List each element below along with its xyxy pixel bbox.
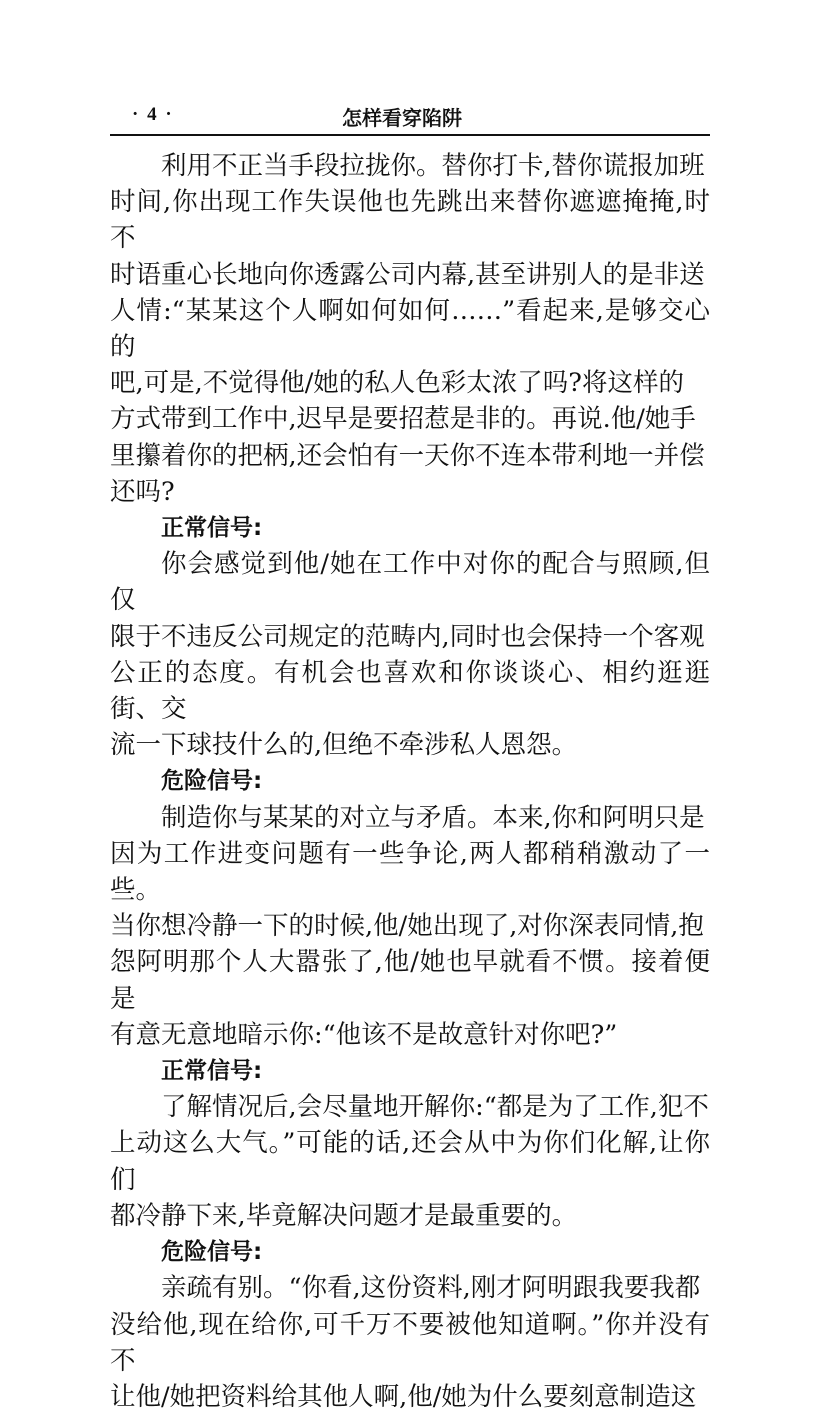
running-title: 怎样看穿陷阱 bbox=[342, 106, 462, 130]
signal-heading-danger: 危险信号: bbox=[161, 768, 263, 795]
paragraph: 制造你与某某的对立与矛盾。本来,你和阿明只是 因为工作进变问题有一些争论,两人都稍稍激动了一些。 当你想冷静一下的时候,他/她出现了,对你深表同情,抱 怨阿明那个人大嚣张了,他/她也早就看不惯。接着便是 有意无意地暗示你:“他该不是故意针对你吧?” bbox=[110, 802, 710, 1050]
signal-heading-normal: 正常信号: bbox=[161, 1058, 263, 1085]
signal-heading-normal: 正常信号: bbox=[161, 515, 263, 542]
page-number: · 4 · bbox=[132, 104, 174, 125]
paragraph: 亲疏有别。“你看,这份资料,刚才阿明跟我要我都 没给他,现在给你,可千万不要被他知道啊。”你并没有不 让他/她把资料给其他人啊,他/她为什么要刻意制造这 bbox=[110, 1273, 710, 1412]
signal-heading-danger: 危险信号: bbox=[161, 1239, 263, 1266]
body-text bbox=[110, 148, 710, 1415]
header-rule bbox=[110, 134, 710, 136]
paragraph: 你会感觉到他/她在工作中对你的配合与照顾,但仅 限于不违反公司规定的范畴内,同时也会保持一个客观 公正的态度。有机会也喜欢和你谈谈心、相约逛逛街、交 流一下球技什么的,但绝不牵涉私人恩怨。 bbox=[110, 549, 710, 761]
paragraph: 利用不正当手段拉拢你。替你打卡,替你谎报加班 时间,你出现工作失误他也先跳出来替你遮遮掩掩,时不 时语重心长地向你透露公司内幕,甚至讲别人的是非送 人情:“某某这个人啊如何如何……”看起来,是够交心的 吧,可是,不觉得他/她的私人色彩太浓了吗?将这样的 方式带到工作中,迟早是要招惹是非的。再说.他/她手 里攥着你的把柄,还会怕有一天你不连本带利地一并偿 还吗? bbox=[110, 151, 710, 507]
page-header bbox=[110, 98, 710, 134]
paragraph: 了解情况后,会尽量地开解你:“都是为了工作,犯不 上动这么大气。”可能的话,还会从中为你们化解,让你们 都冷静下来,毕竟解决问题才是最重要的。 bbox=[110, 1092, 710, 1231]
